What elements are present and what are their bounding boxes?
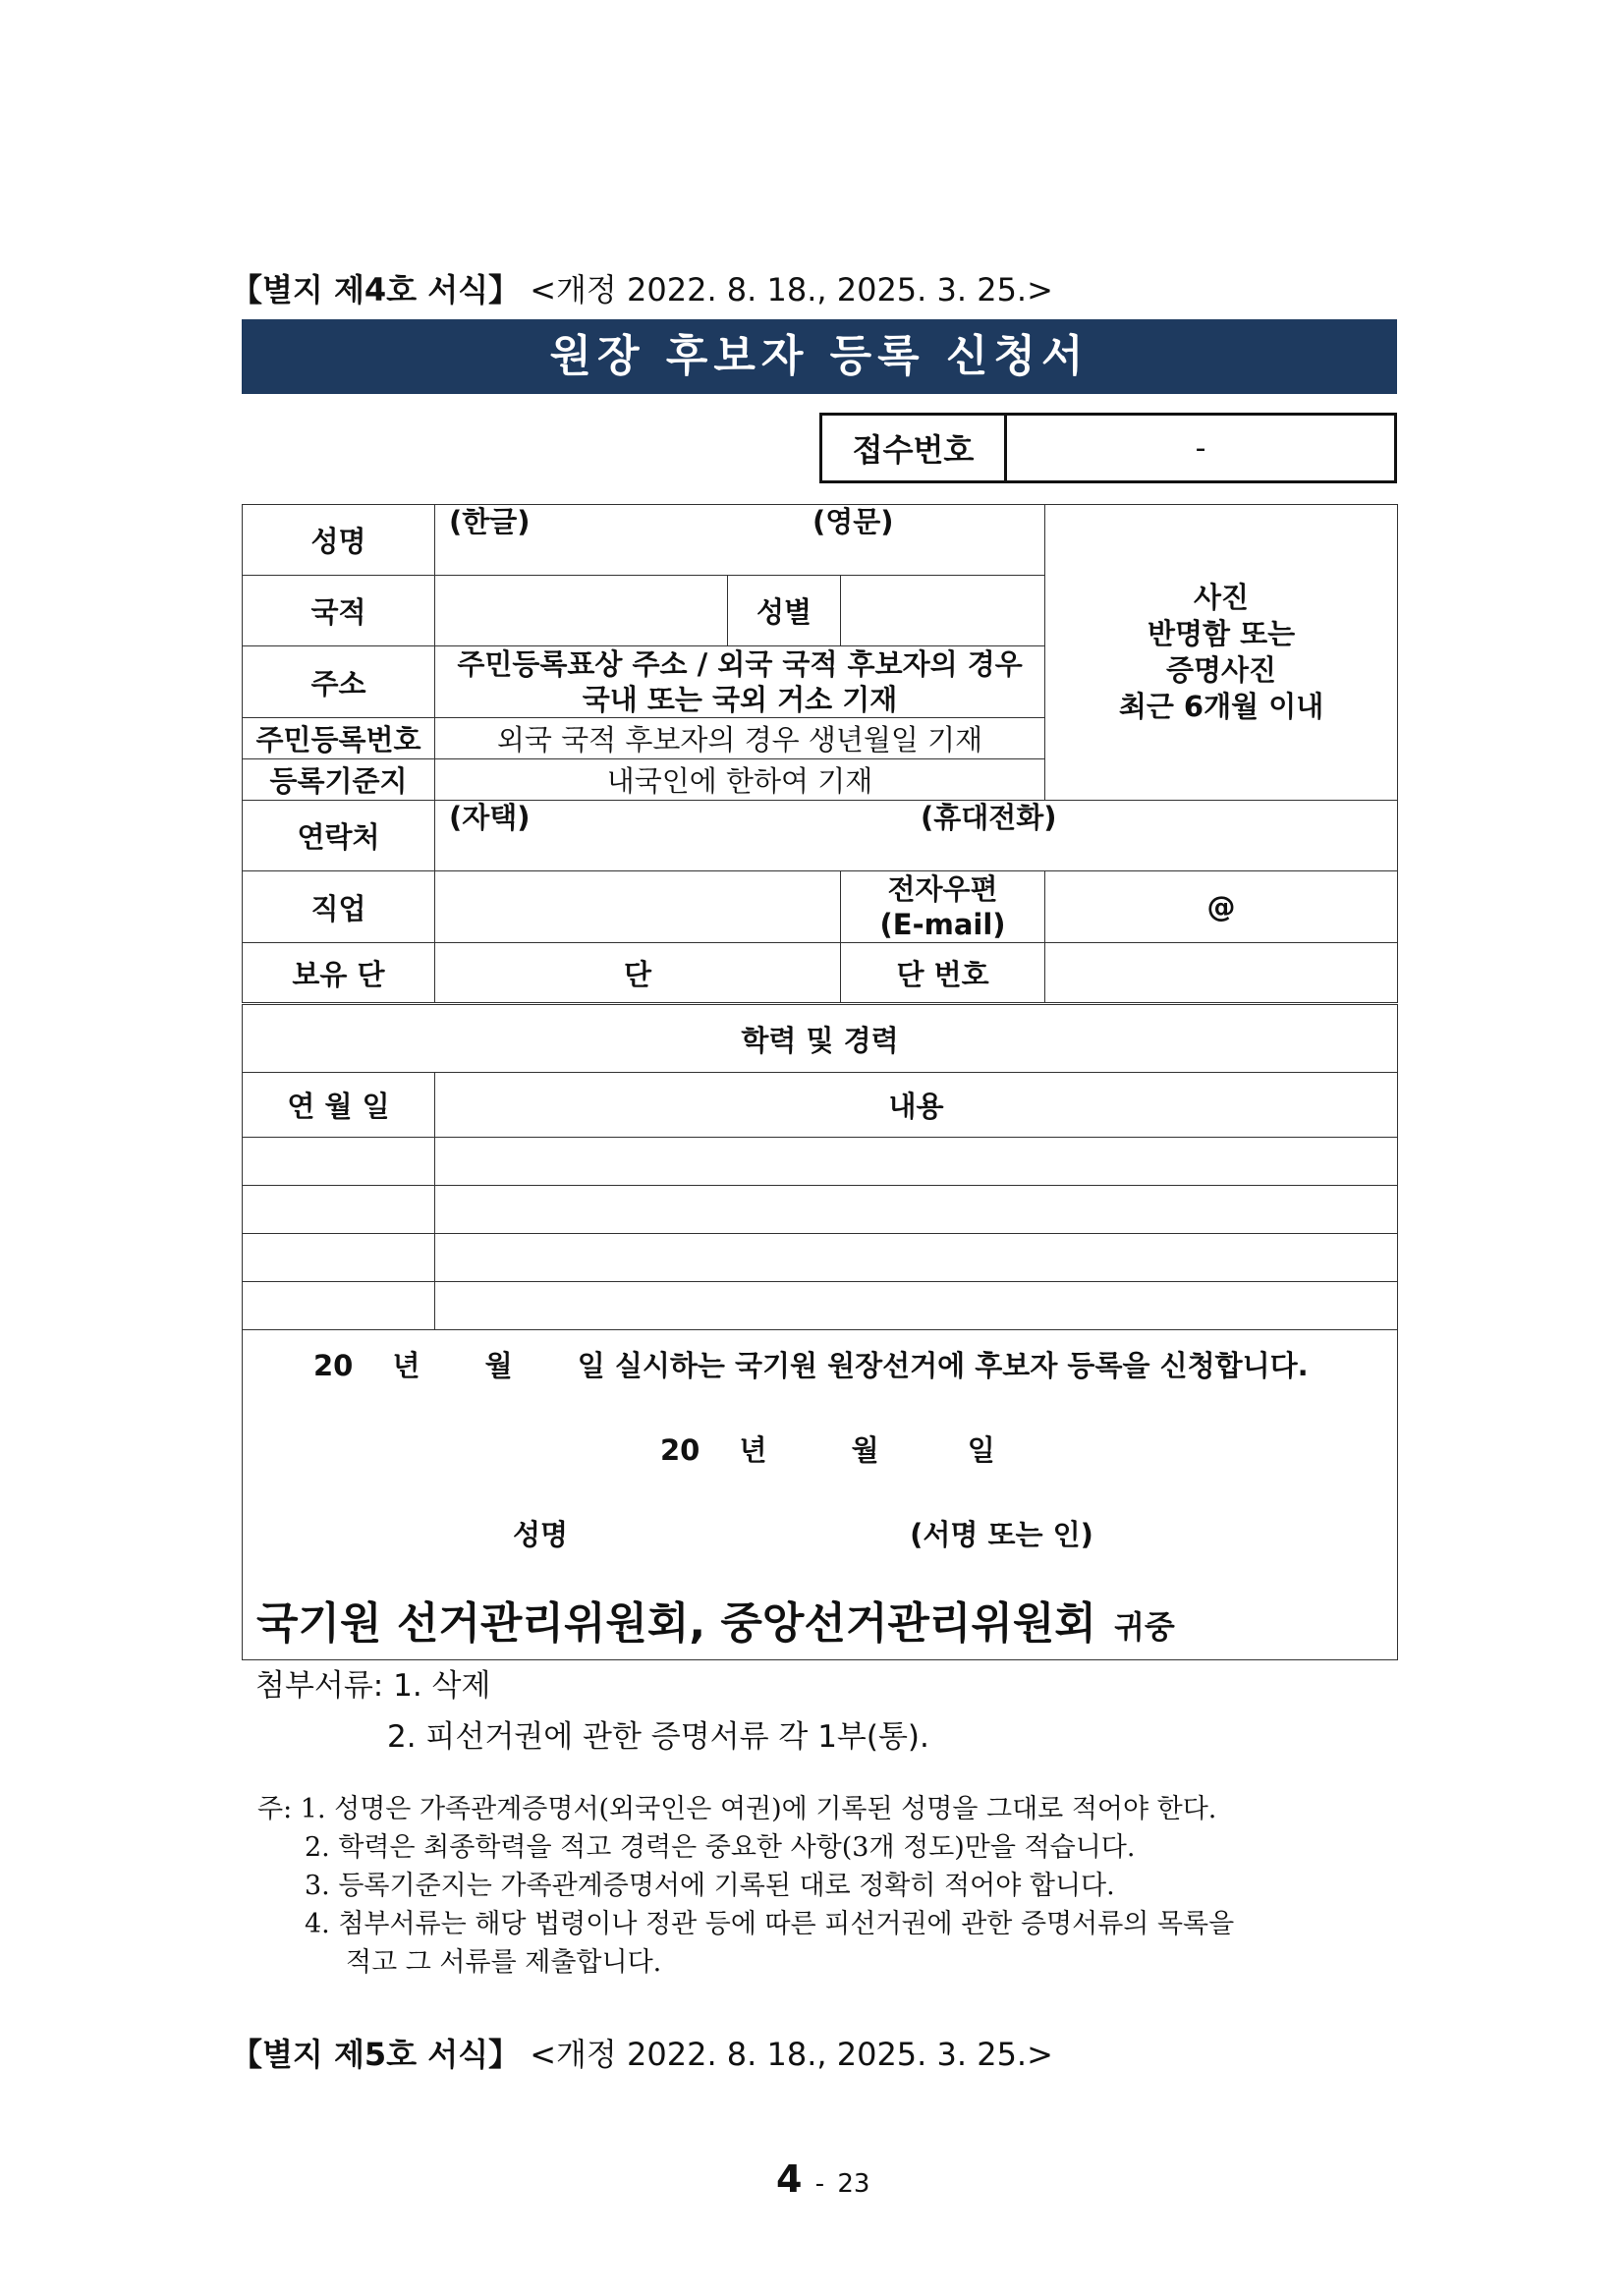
declaration-year: 년 (392, 1349, 420, 1382)
dan-number-field[interactable] (1045, 943, 1398, 1004)
photo-type-hint: 증명사진 (1166, 653, 1277, 687)
application-date-line[interactable] (660, 1428, 995, 1469)
date-year: 년 (739, 1433, 767, 1467)
contact-label: 연락처 (243, 801, 435, 871)
next-form-revision: <개정 2022. 8. 18., 2025. 3. 25.> (530, 2036, 1053, 2073)
date-month: 월 (851, 1433, 879, 1467)
application-form-table (242, 504, 1398, 1660)
photo-label: 사진 (1194, 581, 1250, 614)
date-day: 일 (967, 1433, 995, 1467)
page-chapter: 4 (776, 2157, 803, 2201)
declaration-sentence (313, 1344, 1309, 1384)
gender-label: 성별 (728, 576, 841, 646)
history-content-cell[interactable] (435, 1186, 1398, 1234)
domicile-hint: 내국인에 한하여 기재 (606, 764, 873, 798)
rrn-label: 주민등록번호 (243, 718, 435, 759)
dan-number-label: 단 번호 (841, 943, 1045, 1004)
photo-size-hint: 반명함 또는 (1147, 617, 1296, 650)
signature-line[interactable] (513, 1513, 1093, 1553)
notes-label: 주: (257, 1794, 293, 1824)
rrn-hint: 외국 국적 후보자의 경우 생년월일 기재 (496, 723, 983, 756)
history-section-title: 학력 및 경력 (243, 1004, 1398, 1073)
photo-box[interactable] (1045, 505, 1398, 801)
date-year-prefix: 20 (660, 1433, 700, 1467)
history-content-cell[interactable] (435, 1138, 1398, 1186)
history-content-cell[interactable] (435, 1234, 1398, 1282)
rrn-field[interactable] (435, 718, 1045, 759)
addressee-line (256, 1588, 1175, 1651)
declaration-month: 월 (484, 1349, 513, 1382)
domicile-field[interactable] (435, 759, 1045, 801)
job-field[interactable] (435, 871, 841, 943)
name-field[interactable] (435, 505, 1045, 576)
history-content-cell[interactable] (435, 1282, 1398, 1330)
email-label-english: (E-mail) (879, 908, 1006, 941)
nationality-field[interactable] (435, 576, 728, 646)
next-form-number: 【별지 제5호 서식】 (231, 2036, 521, 2073)
email-field[interactable] (1045, 871, 1398, 943)
photo-recency-hint: 최근 6개월 이내 (1118, 690, 1324, 723)
address-field[interactable] (435, 646, 1045, 718)
home-phone-label: (자택) (449, 801, 531, 834)
notes-section (257, 1790, 1234, 1982)
name-english-label: (영문) (812, 505, 894, 538)
note-item-3: 3. 등록기준지는 가족관계증명서에 기록된 대로 정확히 적어야 합니다. (305, 1871, 1115, 1901)
contact-field[interactable] (435, 801, 1398, 871)
signature-hint: (서명 또는 인) (910, 1518, 1093, 1551)
page-index: 23 (837, 2169, 870, 2199)
form-number-header (231, 265, 1053, 310)
note-item-4: 4. 첨부서류는 해당 법령이나 정관 등에 따른 피선거권에 관한 증명서류의 목록을 (305, 1909, 1235, 1939)
history-date-cell[interactable] (243, 1138, 435, 1186)
declaration-section (243, 1330, 1398, 1660)
name-label: 성명 (243, 505, 435, 576)
dan-unit: 단 (623, 957, 651, 991)
page-number (776, 2157, 869, 2201)
history-content-header: 내용 (435, 1073, 1398, 1138)
attachment-item-1: 1. 삭제 (393, 1668, 491, 1704)
mobile-phone-label: (휴대전화) (921, 801, 1057, 834)
receipt-number-field[interactable]: - (1195, 430, 1206, 466)
email-label-korean: 전자우편 (887, 872, 998, 906)
address-hint-line-1: 주민등록표상 주소 / 외국 국적 후보자의 경우 (457, 647, 1023, 681)
history-date-cell[interactable] (243, 1234, 435, 1282)
receipt-number-label: 접수번호 (822, 416, 1007, 480)
form-title: 원장 후보자 등록 신청서 (242, 319, 1397, 394)
address-label: 주소 (243, 646, 435, 718)
attachments-label: 첨부서류: (255, 1668, 384, 1704)
nationality-label: 국적 (243, 576, 435, 646)
note-item-1: 1. 성명은 가족관계증명서(외국인은 여권)에 기록된 성명을 그대로 적어야 한다. (300, 1794, 1217, 1824)
dan-label: 보유 단 (243, 943, 435, 1004)
history-date-cell[interactable] (243, 1282, 435, 1330)
page-separator: - (814, 2169, 825, 2199)
dan-field[interactable] (435, 943, 841, 1004)
attachments-section (255, 1660, 929, 1763)
attachment-item-2: 2. 피선거권에 관한 증명서류 각 1부(통). (387, 1719, 929, 1755)
history-date-header: 연 월 일 (243, 1073, 435, 1138)
addressee-name: 국기원 선거관리위원회, 중앙선거관리위원회 (256, 1598, 1096, 1649)
name-korean-label: (한글) (449, 505, 531, 538)
history-date-cell[interactable] (243, 1186, 435, 1234)
signature-name-label: 성명 (513, 1518, 569, 1551)
note-item-2: 2. 학력은 최종학력을 적고 경력은 중요한 사항(3개 정도)만을 적습니다. (305, 1832, 1136, 1863)
declaration-text: 일 실시하는 국기원 원장선거에 후보자 등록을 신청합니다. (577, 1349, 1309, 1382)
job-label: 직업 (243, 871, 435, 943)
gender-field[interactable] (841, 576, 1045, 646)
address-hint-line-2: 국내 또는 국외 거소 기재 (582, 683, 898, 716)
revision-date: <개정 2022. 8. 18., 2025. 3. 25.> (530, 271, 1053, 308)
declaration-year-prefix: 20 (313, 1349, 354, 1382)
email-at-sign: @ (1206, 890, 1236, 924)
form-number: 【별지 제4호 서식】 (231, 271, 521, 308)
addressee-honorific: 귀중 (1113, 1608, 1175, 1646)
next-form-header (231, 2030, 1053, 2075)
domicile-label: 등록기준지 (243, 759, 435, 801)
note-item-4-continued: 적고 그 서류를 제출합니다. (346, 1947, 662, 1978)
email-label (841, 871, 1045, 943)
receipt-number-box (819, 413, 1397, 483)
